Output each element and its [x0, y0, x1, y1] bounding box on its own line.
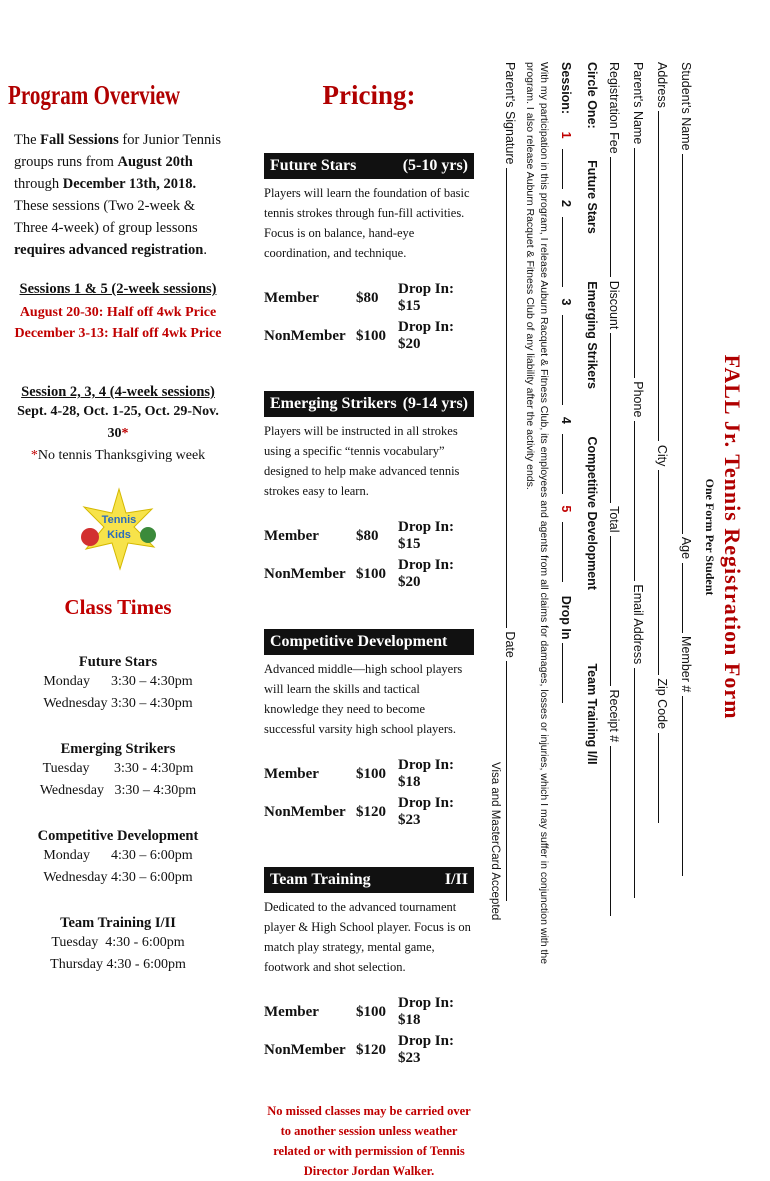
price-table [264, 757, 474, 833]
address-label: Address [655, 62, 669, 108]
city-field[interactable] [658, 470, 671, 675]
visa-mastercard-note: Visa and MasterCard Accepted [489, 762, 501, 921]
pricing-title: Pricing: [322, 80, 416, 110]
sessions-1-5-line-1: August 20-30: Half off 4wk Price [19, 305, 217, 320]
tennis-kids-logo [74, 483, 164, 573]
phone-field[interactable] [634, 421, 647, 581]
registration-form [489, 62, 745, 1012]
session-price: $80 [356, 527, 379, 544]
email-field[interactable] [634, 668, 647, 898]
parent-name-label: Parent's Name [631, 62, 645, 145]
sessions-2-3-4-dates [8, 401, 228, 445]
option-team-training[interactable]: Team Training I/II [585, 663, 599, 765]
price-row [264, 557, 474, 595]
program-name: Future Stars [270, 157, 357, 174]
student-name-field[interactable] [682, 154, 695, 534]
registration-form-panel [489, 62, 745, 1012]
student-row [679, 62, 695, 876]
class-time-schedule: Tuesday 3:30 - 4:30pm [42, 761, 194, 776]
price-row [264, 281, 474, 319]
class-time-schedule: Thursday 4:30 - 6:00pm [50, 957, 186, 972]
program-description: Players will learn the foundation of basic tennis strokes through fun-fill activities. Focus is on balance, hand-eye coordination, and technique. [264, 186, 470, 260]
price-row [264, 995, 474, 1033]
total-label: Total [607, 506, 621, 533]
phone-label: Phone [631, 381, 645, 418]
parent-row [631, 62, 647, 898]
session-2-line [562, 217, 575, 287]
option-future-stars[interactable]: Future Stars [585, 160, 599, 234]
parent-name-field[interactable] [634, 148, 647, 378]
session-price: $100 [356, 1003, 386, 1020]
circle-one-label: Circle One: [585, 62, 599, 129]
program-header-bar [264, 629, 474, 655]
session-1-option[interactable]: 1 [559, 131, 573, 139]
session-price: $120 [356, 1041, 386, 1058]
thanksgiving-note [8, 445, 228, 467]
asterisk: * [121, 426, 129, 441]
sessions-1-5-line-2: December 3-13: Half off 4wk Price [14, 326, 222, 341]
parent-signature-label: Parent's Signature [503, 62, 517, 165]
session-4-option[interactable]: 4 [559, 416, 573, 424]
class-time-schedule: Wednesday 3:30 – 4:30pm [39, 783, 197, 798]
program-header-bar [264, 153, 474, 179]
program-age-tag: (5-10 yrs) [402, 157, 468, 174]
address-row [655, 62, 671, 823]
asterisk: * [30, 448, 38, 463]
total-field[interactable] [610, 536, 623, 686]
class-times-list [8, 654, 228, 976]
session-3-line [562, 315, 575, 405]
intro-segment: for Junior Tennis groups runs from [14, 132, 221, 170]
membership-type: NonMember [264, 803, 346, 820]
session-price: $100 [356, 765, 386, 782]
session-price: $120 [356, 803, 386, 820]
program-name: Competitive Development [270, 633, 448, 650]
class-time-schedule: Wednesday 4:30 – 6:00pm [43, 870, 193, 885]
zip-label: Zip Code [655, 678, 669, 730]
class-time-schedule: Wednesday 3:30 – 4:30pm [43, 696, 193, 711]
date-field[interactable] [506, 661, 519, 901]
program-overview-column [8, 80, 228, 976]
option-competitive-development[interactable]: Competitive Development [585, 436, 599, 590]
program-card [264, 153, 474, 357]
form-title: FALL Jr. Tennis Registration Form [720, 354, 745, 720]
city-label: City [655, 444, 669, 467]
program-card [264, 391, 474, 595]
discount-label: Discount [607, 280, 621, 330]
membership-type: Member [264, 527, 319, 544]
program-card [264, 867, 474, 1071]
price-table [264, 995, 474, 1071]
class-time-block [8, 654, 228, 715]
program-age-tag: I/II [444, 871, 468, 888]
class-time-schedule: Monday 4:30 – 6:00pm [43, 848, 193, 863]
sessions-2-3-4-block [8, 384, 228, 467]
session-4-line [562, 434, 575, 494]
age-label: Age [679, 536, 693, 560]
class-time-program: Competitive Development [37, 828, 199, 844]
membership-type: NonMember [264, 565, 346, 582]
address-field[interactable] [658, 111, 671, 441]
email-label: Email Address [631, 584, 645, 665]
session-2-option[interactable]: 2 [559, 200, 573, 207]
membership-type: NonMember [264, 1041, 346, 1058]
class-time-block [8, 828, 228, 889]
intro-segment: August 20th [117, 154, 193, 170]
session-3-option[interactable]: 3 [559, 298, 573, 306]
missed-classes-note: No missed classes may be carried over to another session unless weather related or with permission of Tennis Director Jordan Walker. [267, 1104, 471, 1178]
drop-in-price: Drop In: $23 [398, 795, 454, 828]
session-5-line [562, 522, 575, 582]
drop-in-price: Drop In: $15 [398, 281, 454, 314]
intro-segment: through [14, 176, 63, 192]
logo-text-tennis: Tennis [101, 514, 137, 526]
program-name: Emerging Strikers [270, 395, 397, 412]
intro-segment: The [14, 132, 41, 148]
drop-in-price: Drop In: $20 [398, 319, 454, 352]
class-time-block [8, 915, 228, 976]
drop-in-price: Drop In: $15 [398, 519, 454, 552]
session-row [559, 62, 575, 703]
class-time-program: Future Stars [78, 654, 158, 670]
drop-in-price: Drop In: $18 [398, 757, 454, 790]
intro-segment: . [203, 242, 207, 258]
discount-field[interactable] [610, 333, 623, 503]
session-5-option[interactable]: 5 [559, 505, 573, 513]
session-price: $80 [356, 289, 379, 306]
sessions-1-5-block [8, 281, 228, 344]
class-time-schedule: Monday 3:30 – 4:30pm [43, 674, 193, 689]
member-number-field[interactable] [682, 696, 695, 876]
program-overview-title: Program Overview [8, 80, 181, 110]
pricing-column [264, 80, 474, 1181]
membership-type: Member [264, 1003, 319, 1020]
class-time-schedule: Tuesday 4:30 - 6:00pm [51, 935, 185, 950]
sessions-2-3-4-title: Session 2, 3, 4 (4-week sessions) [21, 384, 215, 400]
class-time-program: Emerging Strikers [60, 741, 176, 757]
drop-in-price: Drop In: $23 [398, 1033, 454, 1066]
registration-fee-field[interactable] [610, 157, 623, 277]
program-name: Team Training [270, 871, 371, 888]
price-row [264, 319, 474, 357]
signature-row [503, 62, 519, 901]
price-table [264, 519, 474, 595]
circle-one-row [585, 62, 599, 765]
thanksgiving-note-text: No tennis Thanksgiving week [37, 448, 206, 463]
registration-fee-label: Registration Fee [607, 62, 621, 154]
class-time-block [8, 741, 228, 802]
logo-text-kids: Kids [107, 529, 131, 541]
membership-type: Member [264, 765, 319, 782]
receipt-field[interactable] [610, 746, 623, 916]
drop-in-field[interactable] [562, 643, 575, 703]
fee-row [607, 62, 623, 916]
drop-in-label: Drop In [559, 595, 573, 640]
option-emerging-strikers[interactable]: Emerging Strikers [585, 281, 599, 389]
session-label: Session: [559, 62, 573, 115]
session-1-line [562, 149, 575, 189]
program-header-bar [264, 867, 474, 893]
form-subtitle: One Form Per Student [703, 478, 717, 596]
student-name-label: Student's Name [679, 62, 693, 151]
class-times-title: Class Times [64, 595, 172, 619]
program-card [264, 629, 474, 833]
intro-segment: December 13th, 2018. [62, 176, 197, 192]
sessions-1-5-title: Sessions 1 & 5 (2-week sessions) [19, 281, 217, 297]
member-number-label: Member # [679, 636, 693, 693]
session-price: $100 [356, 565, 386, 582]
price-row [264, 1033, 474, 1071]
program-description: Dedicated to the advanced tournament player & High School player. Focus is on match play strategy, mental game, footwork and shot selection. [264, 900, 471, 974]
overview-intro [14, 129, 228, 261]
membership-type: NonMember [264, 327, 346, 344]
age-field[interactable] [682, 563, 695, 633]
receipt-label: Receipt # [607, 689, 621, 743]
intro-segment: requires advanced registration [14, 242, 204, 258]
program-description: Advanced middle—high school players will learn the skills and tactical knowledge they need to become successful varsity high school players. [264, 662, 463, 736]
parent-signature-field[interactable] [506, 168, 519, 628]
price-table [264, 281, 474, 357]
program-age-tag: (9-14 yrs) [402, 395, 468, 412]
program-list [264, 153, 474, 1071]
date-label: Date [503, 631, 517, 658]
session-price: $100 [356, 327, 386, 344]
price-row [264, 519, 474, 557]
price-row [264, 757, 474, 795]
intro-segment: Fall Sessions [40, 132, 119, 148]
program-description: Players will be instructed in all strokes using a specific “tennis vocabulary” designed to help make advanced tennis strokes easy to learn. [264, 424, 460, 498]
zip-field[interactable] [658, 733, 671, 823]
intro-segment: These sessions (Two 2-week & Three 4-week) of group lessons [14, 198, 198, 236]
class-time-program: Team Training I/II [60, 915, 176, 931]
drop-in-price: Drop In: $20 [398, 557, 454, 590]
membership-type: Member [264, 289, 319, 306]
liability-waiver: With my participation in this program, I release Auburn Racquet & Fitness Club, its employees and agents from all claims for damages, losses or injuries, which I may suffer in conjunction with the program. I also release Auburn Racquet & Fitness Club of any liability after the activity ends. [524, 62, 550, 965]
program-header-bar [264, 391, 474, 417]
drop-in-price: Drop In: $18 [398, 995, 454, 1028]
sessions-2-3-4-dates-text: Sept. 4-28, Oct. 1-25, Oct. 29-Nov. 30 [17, 404, 219, 441]
price-row [264, 795, 474, 833]
